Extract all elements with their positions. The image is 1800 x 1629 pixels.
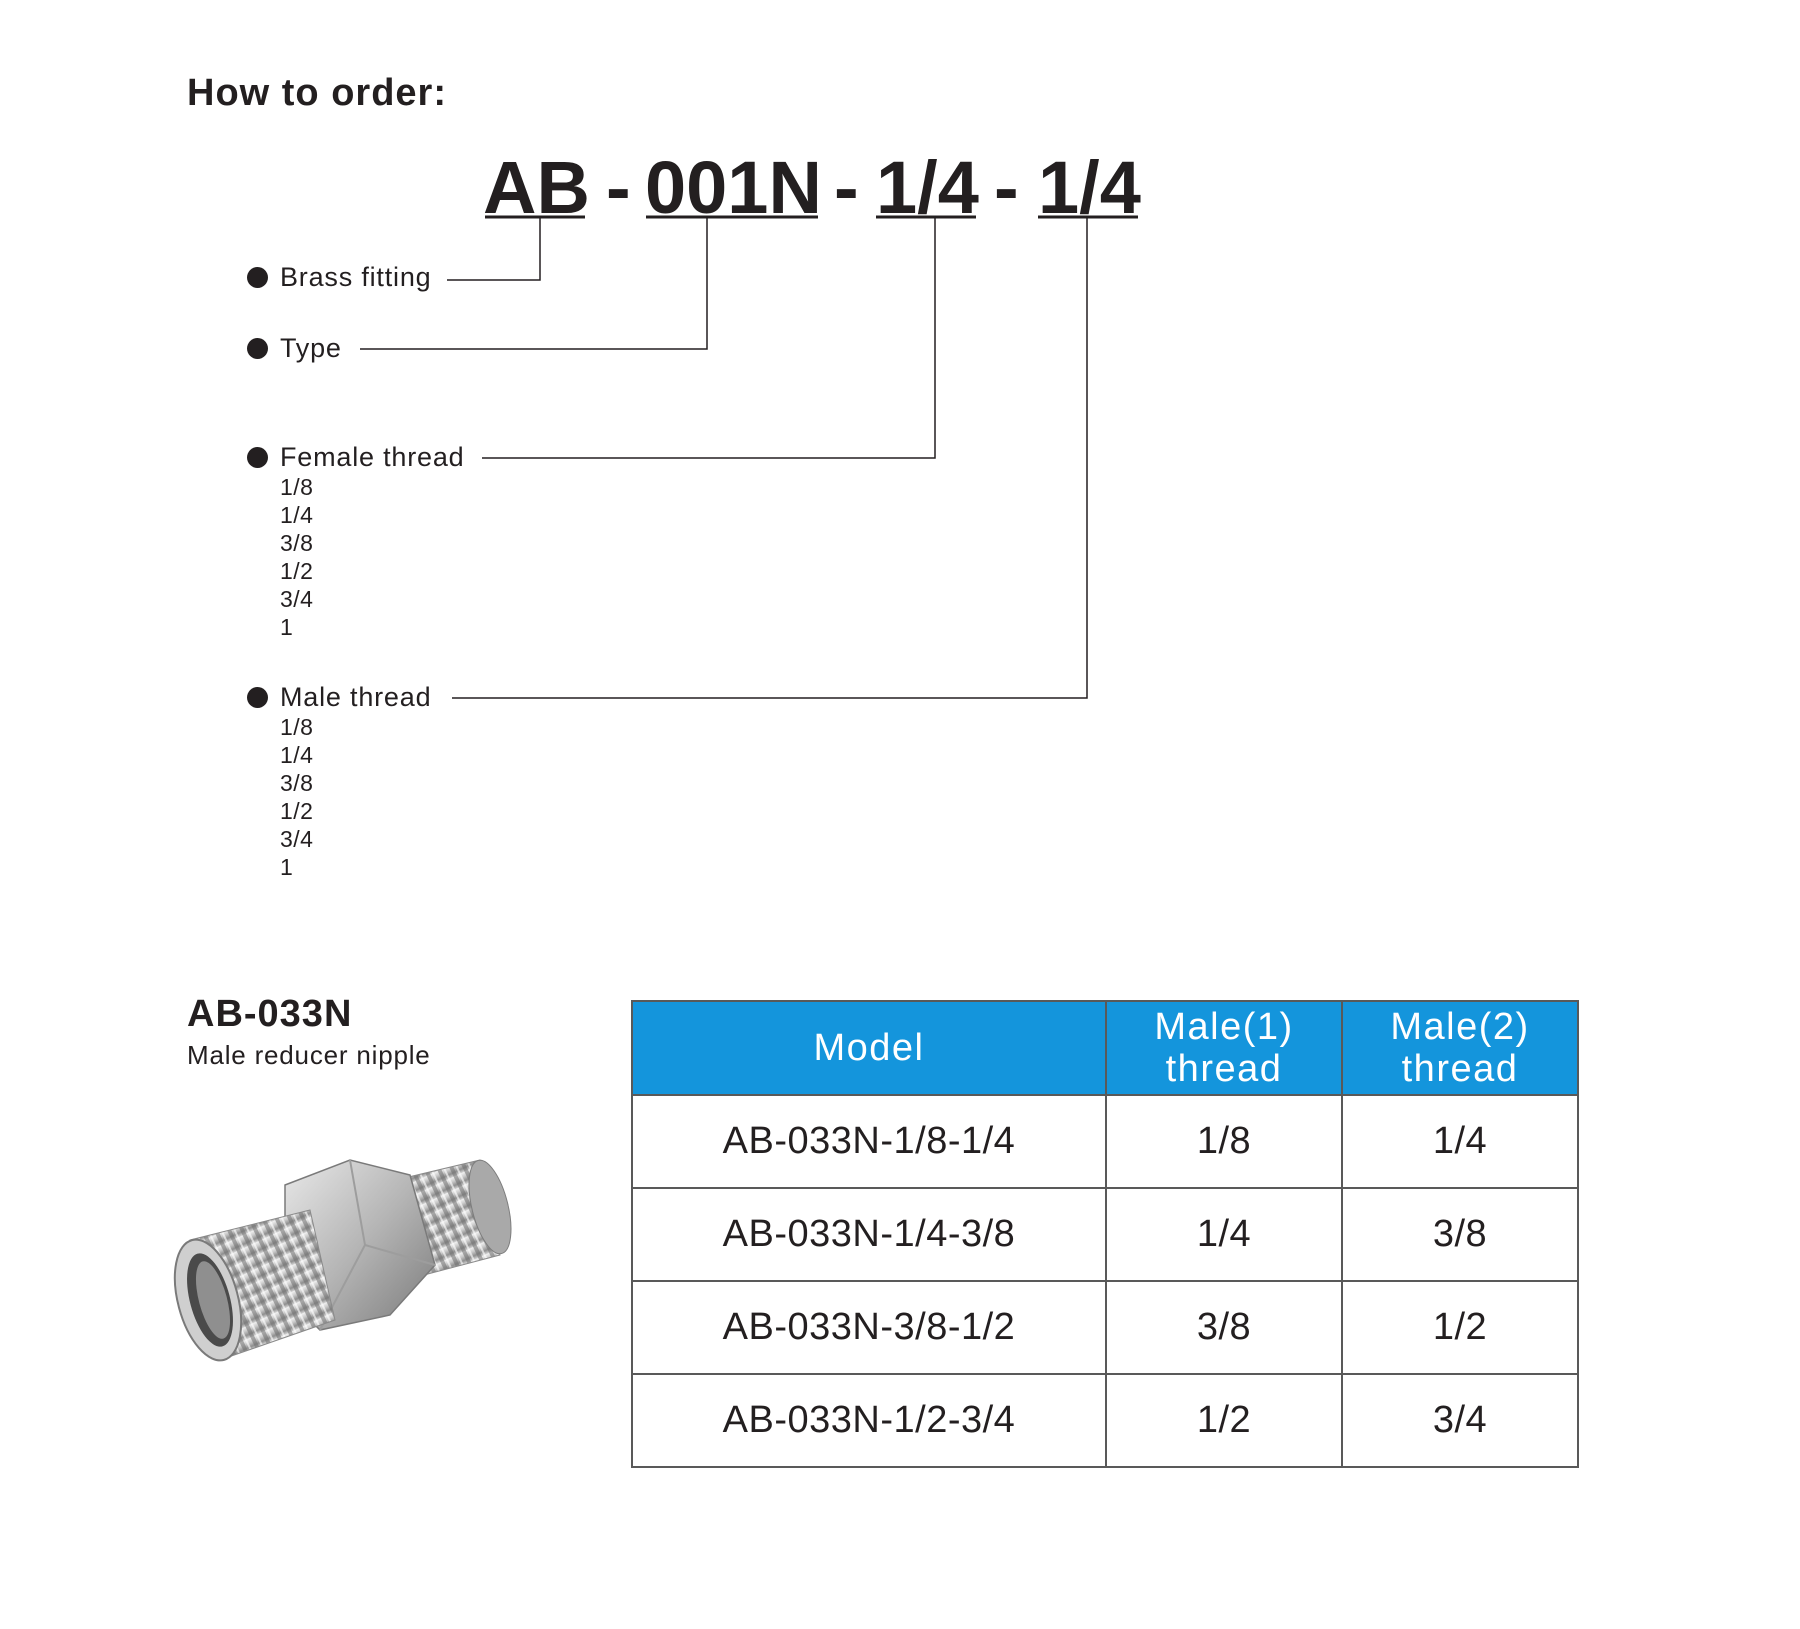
cell-model: AB-033N-1/2-3/4 <box>632 1374 1106 1467</box>
header-male1-line2: thread <box>1165 1048 1283 1090</box>
cell-male1: 3/8 <box>1106 1281 1342 1374</box>
table-row <box>632 1374 1578 1467</box>
cell-model: AB-033N-3/8-1/2 <box>632 1281 1106 1374</box>
bullet-icon <box>247 687 268 708</box>
male-thread-options <box>280 713 313 881</box>
male-thread-option: 3/8 <box>280 770 314 796</box>
field-label-male-thread: Male thread <box>280 682 432 712</box>
header-male1-line1: Male(1) <box>1154 1006 1294 1048</box>
female-thread-option: 3/8 <box>280 530 314 556</box>
code-separator: - <box>994 146 1019 229</box>
bullet-icon <box>247 447 268 468</box>
female-thread-option: 1/4 <box>280 502 314 528</box>
male-thread-option: 1/8 <box>280 714 314 740</box>
table-header-row <box>632 1001 1578 1095</box>
code-part-female-thread: 1/4 <box>876 146 979 229</box>
code-part-male-thread: 1/4 <box>1038 146 1141 229</box>
field-label-female-thread: Female thread <box>280 442 465 472</box>
cell-model: AB-033N-1/8-1/4 <box>632 1095 1106 1188</box>
product-description: Male reducer nipple <box>187 1040 431 1070</box>
male-thread-option: 3/4 <box>280 826 314 852</box>
table-row <box>632 1095 1578 1188</box>
female-thread-options <box>280 473 313 641</box>
cell-male2: 1/4 <box>1342 1095 1578 1188</box>
field-label-type: Type <box>280 333 342 363</box>
header-male2-thread <box>1342 1001 1578 1095</box>
male-thread-option: 1/2 <box>280 798 314 824</box>
cell-model: AB-033N-1/4-3/8 <box>632 1188 1106 1281</box>
product-photo <box>160 1115 520 1415</box>
female-thread-option: 3/4 <box>280 586 314 612</box>
header-male1-thread <box>1106 1001 1342 1095</box>
bullet-icon <box>247 267 268 288</box>
code-separator: - <box>834 146 859 229</box>
code-separator: - <box>606 146 631 229</box>
cell-male1: 1/8 <box>1106 1095 1342 1188</box>
bullet-icon <box>247 338 268 359</box>
code-part-type: 001N <box>645 146 822 229</box>
spec-table <box>631 1000 1579 1468</box>
female-thread-option: 1/2 <box>280 558 314 584</box>
header-model: Model <box>632 1001 1106 1095</box>
cell-male2: 1/2 <box>1342 1281 1578 1374</box>
cell-male2: 3/8 <box>1342 1188 1578 1281</box>
female-thread-option: 1 <box>280 614 294 640</box>
male-thread-option: 1 <box>280 854 294 880</box>
cell-male1: 1/4 <box>1106 1188 1342 1281</box>
table-row <box>632 1188 1578 1281</box>
header-male2-line2: thread <box>1401 1048 1519 1090</box>
connector-brass-fitting <box>447 217 540 280</box>
code-part-series: AB <box>483 146 590 229</box>
cell-male2: 3/4 <box>1342 1374 1578 1467</box>
cell-male1: 1/2 <box>1106 1374 1342 1467</box>
header-male2-line1: Male(2) <box>1390 1006 1530 1048</box>
order-heading: How to order: <box>187 72 447 114</box>
table-row <box>632 1281 1578 1374</box>
field-label-brass-fitting: Brass fitting <box>280 262 432 292</box>
product-code: AB-033N <box>187 993 353 1035</box>
connector-female-thread <box>482 217 935 458</box>
male-thread-option: 1/4 <box>280 742 314 768</box>
female-thread-option: 1/8 <box>280 474 314 500</box>
